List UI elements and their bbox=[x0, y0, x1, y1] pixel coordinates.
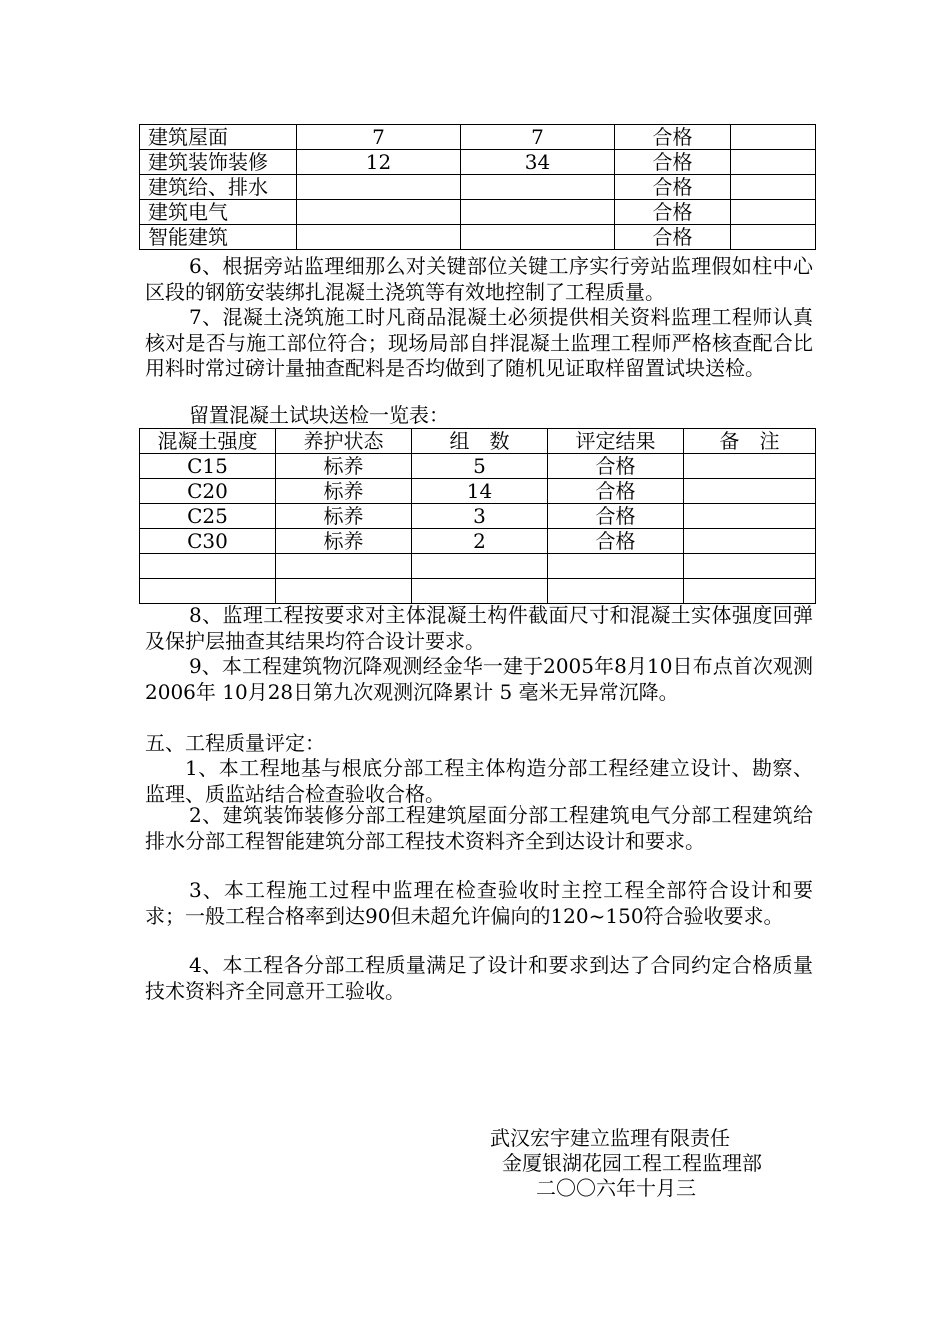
table-cell: C30 bbox=[140, 529, 276, 554]
table-cell bbox=[412, 554, 548, 579]
table-cell bbox=[731, 125, 816, 150]
table-cell: 标养 bbox=[276, 454, 412, 479]
table-cell: 建筑装饰装修 bbox=[140, 150, 297, 175]
paragraph-item-8: 8、监理工程按要求对主体混凝土构件截面尺寸和混凝土实体强度回弹及保护层抽查其结果均符合设计要求。 bbox=[145, 603, 813, 653]
table-cell bbox=[684, 454, 816, 479]
table-row bbox=[140, 150, 816, 175]
table-row bbox=[140, 225, 816, 250]
table-cell: 12 bbox=[297, 150, 461, 175]
table-cell: 3 bbox=[412, 504, 548, 529]
table-row bbox=[140, 579, 816, 604]
table-cell bbox=[276, 554, 412, 579]
table-cell bbox=[276, 579, 412, 604]
table-cell bbox=[461, 175, 615, 200]
table-cell: 建筑电气 bbox=[140, 200, 297, 225]
table-cell bbox=[731, 175, 816, 200]
column-header: 组 数 bbox=[412, 429, 548, 454]
table-row bbox=[140, 529, 816, 554]
paragraph-item-6: 6、根据旁站监理细那么对关键部位关键工序实行旁站监理假如柱中心区段的钢筋安装绑扎混凝土浇筑等有效地控制了工程质量。 bbox=[145, 254, 813, 304]
table-cell bbox=[684, 554, 816, 579]
table-cell: 合格 bbox=[548, 504, 684, 529]
table-cell bbox=[548, 554, 684, 579]
paragraph-item-7: 7、混凝土浇筑施工时凡商品混凝土必须提供相关资料监理工程师认真核对是否与施工部位符合；现场局部自拌混凝土监理工程师严格核查配合比用料时常过磅计量抽查配料是否均做到了随机见证取样留置试块送检。 bbox=[145, 305, 813, 381]
section-heading: 五、工程质量评定： bbox=[145, 731, 325, 755]
table-cell: 14 bbox=[412, 479, 548, 504]
table-cell: C15 bbox=[140, 454, 276, 479]
table-cell bbox=[731, 150, 816, 175]
quality-item-1: 1、本工程地基与根底分部工程主体构造分部工程经建立设计、勘察、监理、质监站结合检查验收合格。 bbox=[145, 756, 813, 806]
table-cell bbox=[684, 504, 816, 529]
signature-date: 二〇〇六年十月三 bbox=[536, 1176, 696, 1200]
column-header: 备 注 bbox=[684, 429, 816, 454]
table-cell bbox=[684, 579, 816, 604]
table-row bbox=[140, 125, 816, 150]
table-cell: 合格 bbox=[548, 529, 684, 554]
table-cell: 合格 bbox=[548, 454, 684, 479]
table-cell bbox=[412, 579, 548, 604]
concrete-specimen-table bbox=[139, 428, 816, 604]
table-cell bbox=[297, 200, 461, 225]
table-cell bbox=[461, 200, 615, 225]
table-row bbox=[140, 554, 816, 579]
table-cell bbox=[684, 479, 816, 504]
column-header: 评定结果 bbox=[548, 429, 684, 454]
table-cell: 34 bbox=[461, 150, 615, 175]
table-cell: 5 bbox=[412, 454, 548, 479]
quality-item-2: 2、建筑装饰装修分部工程建筑屋面分部工程建筑电气分部工程建筑给排水分部工程智能建筑分部工程技术资料齐全到达设计和要求。 bbox=[145, 803, 813, 853]
table-cell bbox=[140, 579, 276, 604]
table-header-row bbox=[140, 429, 816, 454]
table-row bbox=[140, 504, 816, 529]
table-row bbox=[140, 175, 816, 200]
signature-company: 武汉宏宇建立监理有限责任 bbox=[490, 1126, 730, 1150]
table-caption: 留置混凝土试块送检一览表： bbox=[189, 403, 449, 427]
table-cell: C20 bbox=[140, 479, 276, 504]
quality-item-4: 4、本工程各分部工程质量满足了设计和要求到达了合同约定合格质量技术资料齐全同意开工验收。 bbox=[145, 953, 813, 1003]
table-cell: 标养 bbox=[276, 479, 412, 504]
table-cell bbox=[297, 225, 461, 250]
paragraph-item-9: 9、本工程建筑物沉降观测经金华一建于2005年8月10日布点首次观测2006年 10月28日第九次观测沉降累计 5 毫米无异常沉降。 bbox=[145, 654, 813, 704]
table-cell bbox=[548, 579, 684, 604]
table-cell bbox=[297, 175, 461, 200]
table-cell bbox=[731, 225, 816, 250]
table-cell bbox=[461, 225, 615, 250]
table-cell: 7 bbox=[297, 125, 461, 150]
quality-item-3: 3、本工程施工过程中监理在检查验收时主控工程全部符合设计和要求；一般工程合格率到达90但未超允许偏向的120~150符合验收要求。 bbox=[145, 878, 813, 928]
table-cell bbox=[140, 554, 276, 579]
table-row bbox=[140, 200, 816, 225]
table-cell: 合格 bbox=[548, 479, 684, 504]
table-row bbox=[140, 454, 816, 479]
table-cell: 合格 bbox=[615, 200, 731, 225]
table-cell: 合格 bbox=[615, 225, 731, 250]
table-cell: 标养 bbox=[276, 529, 412, 554]
column-header: 混凝土强度 bbox=[140, 429, 276, 454]
table-cell: 建筑屋面 bbox=[140, 125, 297, 150]
table-cell: 智能建筑 bbox=[140, 225, 297, 250]
table-cell: C25 bbox=[140, 504, 276, 529]
signature-department: 金厦银湖花园工程工程监理部 bbox=[502, 1151, 762, 1175]
subdivision-quality-table bbox=[139, 124, 816, 250]
column-header: 养护状态 bbox=[276, 429, 412, 454]
table-cell: 标养 bbox=[276, 504, 412, 529]
table-cell: 7 bbox=[461, 125, 615, 150]
table-cell: 合格 bbox=[615, 150, 731, 175]
table-row bbox=[140, 479, 816, 504]
table-cell bbox=[731, 200, 816, 225]
table-cell: 2 bbox=[412, 529, 548, 554]
table-cell bbox=[684, 529, 816, 554]
table-cell: 建筑给、排水 bbox=[140, 175, 297, 200]
table-cell: 合格 bbox=[615, 125, 731, 150]
table-cell: 合格 bbox=[615, 175, 731, 200]
